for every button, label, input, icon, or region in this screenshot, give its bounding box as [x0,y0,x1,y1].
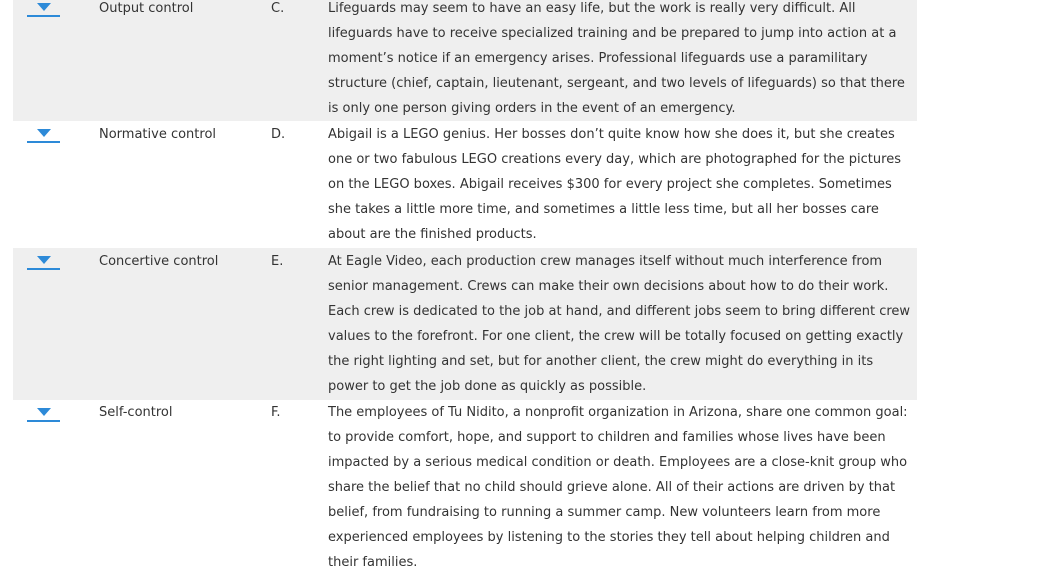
matching-table [13,0,917,573]
dropdown-underline [27,141,60,143]
matching-row [13,248,917,400]
chevron-down-icon [37,408,51,416]
option-description: Lifeguards may seem to have an easy life, but the work is really very difficult. All lifeguards have to receive specialized training and be prepared to jump into action at a moment’s notice if an emergency arises. Professional lifeguards use a paramilitary structure (chief, captain, lieutenant, sergeant, and two levels of lifeguards) so that there is only one person giving orders in the event of an emergency. [328,1,905,116]
option-letter: F. [271,405,281,420]
answer-dropdown[interactable] [27,408,60,422]
matching-row [13,121,917,248]
term-label: Output control [99,1,194,16]
answer-dropdown[interactable] [27,129,60,143]
dropdown-underline [27,268,60,270]
matching-row [13,0,917,121]
chevron-down-icon [37,129,51,137]
dropdown-underline [27,420,60,422]
option-description: Abigail is a LEGO genius. Her bosses don’t quite know how she does it, but she creates one or two fabulous LEGO creations every day, which are photographed for the pictures on the LEGO boxes. Abigail receives $300 for every project she completes. Sometimes she takes a little more time, and sometimes a little less time, but all her bosses care about are the finished products. [328,127,901,242]
answer-dropdown[interactable] [27,3,60,17]
option-description: At Eagle Video, each production crew manages itself without much interference from senior management. Crews can make their own decisions about how to do their work. Each crew is dedicated to the job at hand, and different jobs seem to bring different crew values to the forefront. For one client, the crew will be totally focused on getting exactly the right lighting and set, but for another client, the crew might do everything in its power to get the job done as quickly as possible. [328,254,911,394]
answer-dropdown[interactable] [27,256,60,270]
option-letter: D. [271,127,286,142]
matching-row [13,400,917,573]
option-letter: E. [271,254,284,269]
dropdown-underline [27,15,60,17]
term-label: Concertive control [99,254,219,269]
option-letter: C. [271,1,285,16]
term-label: Normative control [99,127,217,142]
term-label: Self-control [99,405,173,420]
chevron-down-icon [37,256,51,264]
option-description: The employees of Tu Nidito, a nonprofit organization in Arizona, share one common goal: to provide comfort, hope, and support to children and families whose lives have been impacted by a serious medical condition or death. Employees are a close-knit group who share the belief that no child should grieve alone. All of their actions are driven by that belief, from fundraising to running a summer camp. New volunteers learn from more experienced employees by listening to the stories they tell about helping children and their families. [328,405,908,570]
chevron-down-icon [37,3,51,11]
